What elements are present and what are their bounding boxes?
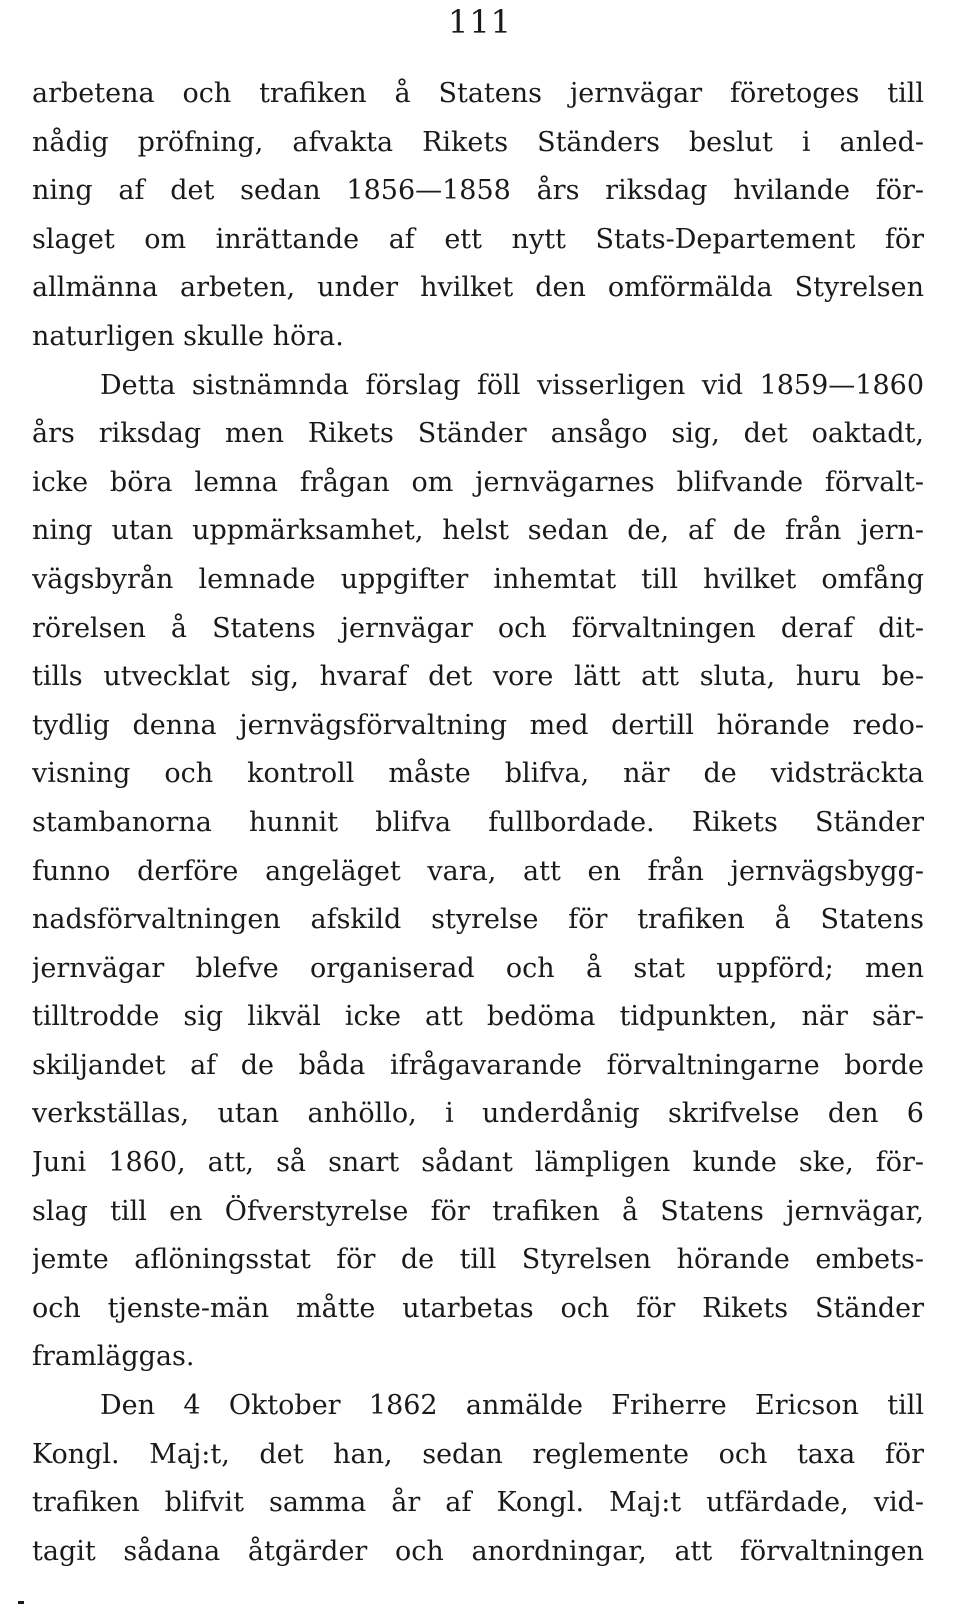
page-number: 111 — [447, 3, 513, 41]
paragraph-start-line: Den 4 Oktober 1862 anmälde Friherre Ericson till — [100, 1390, 924, 1422]
text-line: ning af det sedan 1856—1858 års riksdag hvilande för- — [32, 175, 924, 207]
text-line: tagit sådana åtgärder och anordningar, att förvaltningen — [32, 1535, 924, 1567]
text-line: stambanorna hunnit blifva fullbordade. Rikets Ständer — [32, 806, 924, 838]
text-line: visning och kontroll måste blifva, när de vidsträckta — [32, 758, 924, 790]
text-line: ning utan uppmärksamhet, helst sedan de, af de från jern- — [32, 515, 924, 547]
text-line: Juni 1860, att, så snart sådant lämpligen kunde ske, för- — [32, 1147, 924, 1179]
text-line: verkställas, utan anhöllo, i underdånig skrifvelse den 6 — [32, 1098, 924, 1130]
text-line: slag till en Öfverstyrelse för trafiken å Statens jernvägar, — [32, 1195, 924, 1227]
text-line: vägsbyrån lemnade uppgifter inhemtat till hvilket omfång — [32, 563, 924, 595]
text-line: Kongl. Maj:t, det han, sedan reglemente och taxa för — [32, 1438, 924, 1470]
text-line: arbetena och trafiken å Statens jernvägar företoges till — [32, 78, 924, 109]
text-line: icke böra lemna frågan om jernvägarnes blifvande förvalt- — [32, 466, 924, 498]
text-line: framläggas. — [32, 1341, 195, 1373]
text-line: funno derföre angeläget vara, att en från jernvägsbygg- — [32, 855, 924, 887]
text-line: allmänna arbeten, under hvilket den omförmälda Styrelsen — [32, 272, 924, 304]
text-line: skiljandet af de båda ifrågavarande förvaltningarne borde — [32, 1049, 924, 1081]
text-line: trafiken blifvit samma år af Kongl. Maj:t utfärdade, vid- — [32, 1487, 924, 1519]
body-text — [32, 70, 924, 1576]
page-edge-mark — [18, 1601, 24, 1604]
text-line: jernvägar blefve organiserad och å stat uppförd; men — [32, 952, 924, 984]
text-line: nadsförvaltningen afskild styrelse för trafiken å Statens — [32, 904, 924, 936]
text-line: tills utvecklat sig, hvaraf det vore lätt att sluta, huru be- — [32, 661, 924, 693]
text-line: års riksdag men Rikets Ständer ansågo sig, det oaktadt, — [32, 418, 924, 450]
text-line: naturligen skulle höra. — [32, 320, 344, 352]
text-line: slaget om inrättande af ett nytt Stats-Departement för — [32, 223, 924, 255]
text-line: tydlig denna jernvägsförvaltning med dertill hörande redo- — [32, 709, 924, 741]
text-line: rörelsen å Statens jernvägar och förvaltningen deraf dit- — [32, 612, 924, 644]
paragraph-start-line: Detta sistnämnda förslag föll visserligen vid 1859—1860 — [100, 369, 924, 401]
text-line: tilltrodde sig likväl icke att bedöma tidpunkten, när sär- — [32, 1001, 924, 1033]
text-line: och tjenste-män måtte utarbetas och för Rikets Ständer — [32, 1292, 924, 1324]
text-line: nådig pröfning, afvakta Rikets Ständers beslut i anled- — [32, 126, 924, 158]
text-line: jemte aflöningsstat för de till Styrelsen hörande embets- — [32, 1244, 924, 1276]
